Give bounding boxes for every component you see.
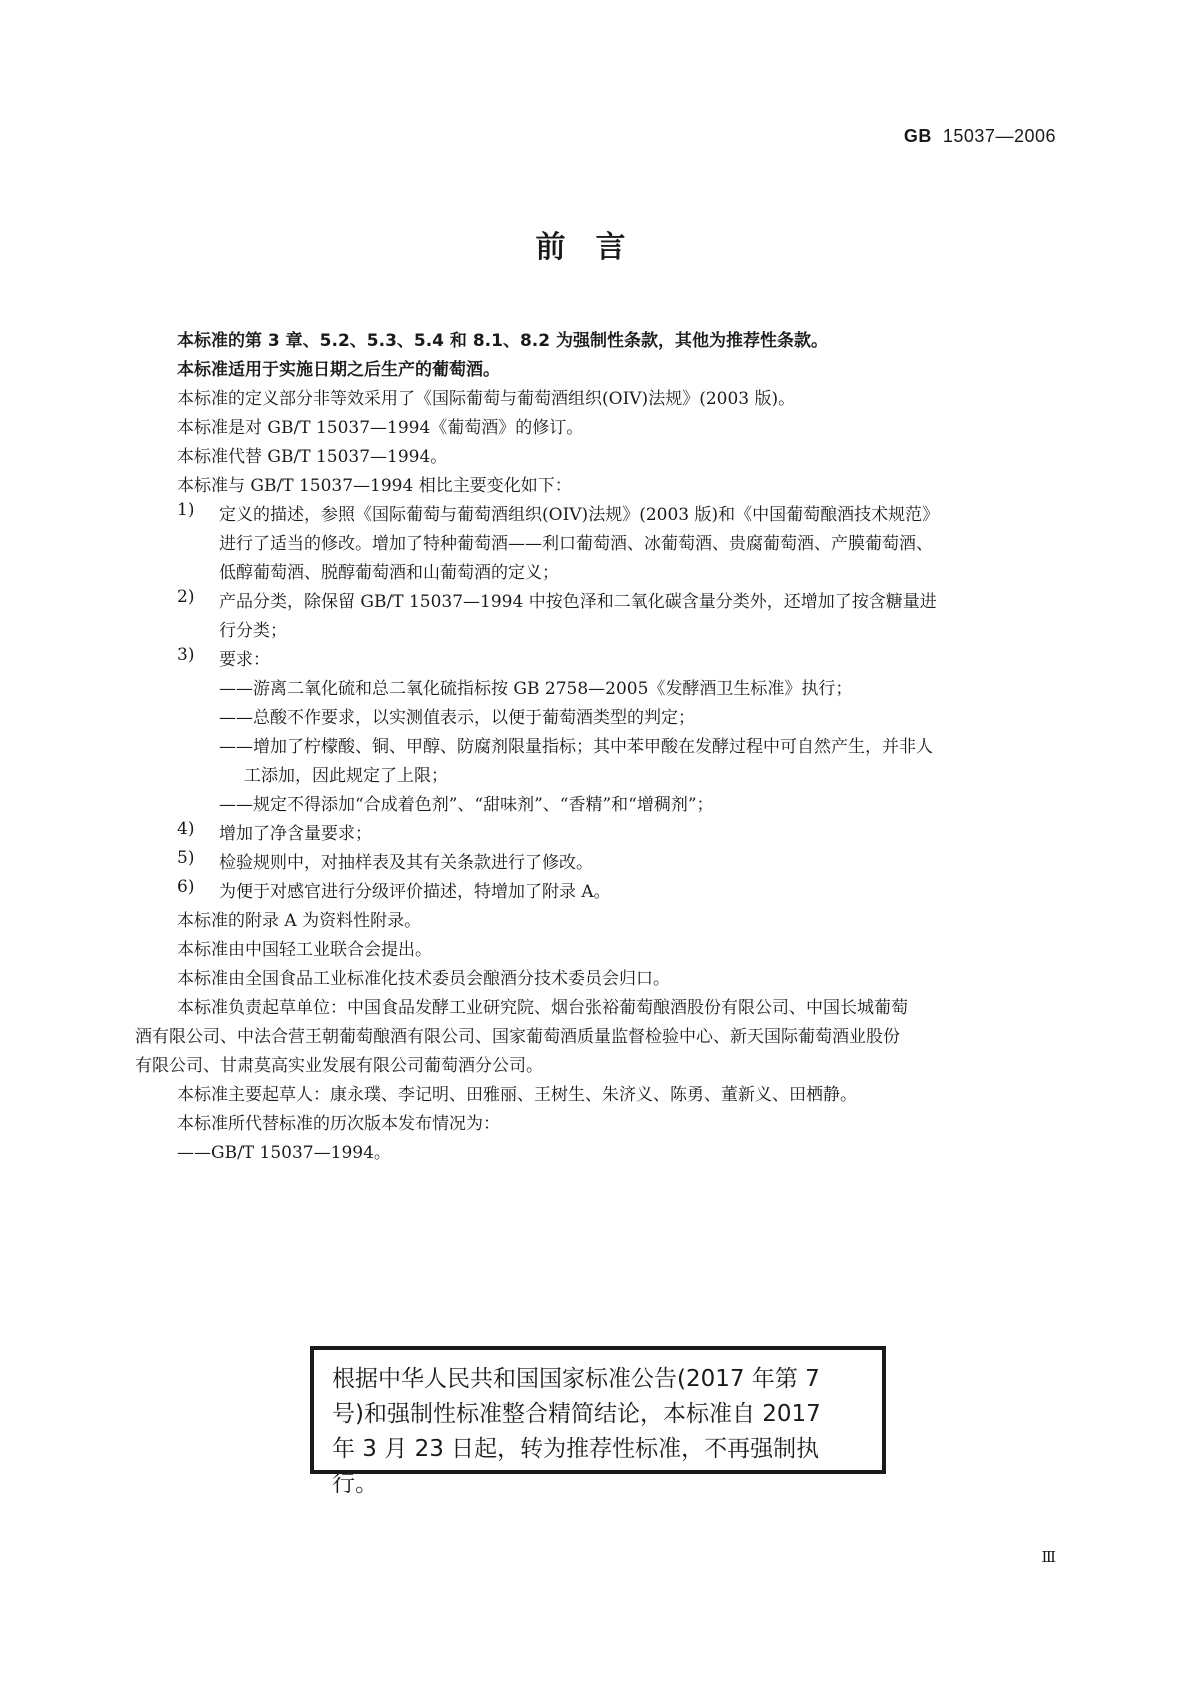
list-item-number: 5) [177,848,195,868]
paragraph-scope: 本标准适用于实施日期之后生产的葡萄酒。 [177,360,500,380]
paragraph-history-intro: 本标准所代替标准的历次版本发布情况为： [177,1114,500,1134]
paragraph-replaces: 本标准代替 GB/T 15037—1994。 [177,447,448,467]
paragraph-changes-intro: 本标准与 GB/T 15037—1994 相比主要变化如下： [177,476,572,496]
list-item-number: 2) [177,587,195,607]
list-item-text: 进行了适当的修改。增加了特种葡萄酒——利口葡萄酒、冰葡萄酒、贵腐葡萄酒、产膜葡萄酒、 [219,534,933,554]
notice-line: 号)和强制性标准整合精简结论，本标准自 2017 [332,1401,821,1427]
paragraph-appendix: 本标准的附录 A 为资料性附录。 [177,911,422,931]
list-item-number: 1) [177,500,195,520]
standard-code-number: 15037—2006 [942,126,1056,146]
standard-code-prefix: GB [903,126,932,146]
paragraph-drafters: 本标准主要起草人：康永璞、李记明、田雅丽、王树生、朱济义、陈勇、董新义、田栖静。 [177,1085,857,1105]
list-item-text: 行分类； [219,621,287,641]
page-title: 前言 [535,230,656,265]
paragraph-mandatory-clauses: 本标准的第 3 章、5.2、5.3、5.4 和 8.1、8.2 为强制性条款，其他为推荐性条款。 [177,331,828,351]
paragraph-drafting-units-cont: 酒有限公司、中法合营王朝葡萄酿酒有限公司、国家葡萄酒质量监督检验中心、新天国际葡萄酒业股份 [135,1027,900,1047]
notice-line: 年 3 月 23 日起，转为推荐性标准，不再强制执行。 [332,1436,820,1497]
dash-item: ——游离二氧化硫和总二氧化硫指标按 GB 2758—2005《发酵酒卫生标准》执行； [219,679,853,699]
standard-code [904,126,1056,147]
list-item-text: 要求： [219,650,270,670]
paragraph-history-item: ——GB/T 15037—1994。 [177,1143,391,1163]
dash-item: 工添加，因此规定了上限； [244,766,448,786]
list-item-text: 增加了净含量要求； [219,824,372,844]
dash-item: ——总酸不作要求，以实测值表示，以便于葡萄酒类型的判定； [219,708,695,728]
list-item-text: 低醇葡萄酒、脱醇葡萄酒和山葡萄酒的定义； [219,563,559,583]
dash-item: ——规定不得添加“合成着色剂”、“甜味剂”、“香精”和“增稠剂”； [219,795,714,815]
notice-line: 根据中华人民共和国国家标准公告(2017 年第 7 [332,1366,820,1392]
dash-item: ——增加了柠檬酸、铜、甲醇、防腐剂限量指标；其中苯甲酸在发酵过程中可自然产生，并非人 [219,737,933,757]
paragraph-drafting-units-cont: 有限公司、甘肃莫高实业发展有限公司葡萄酒分公司。 [135,1056,543,1076]
paragraph-definitions: 本标准的定义部分非等效采用了《国际葡萄与葡萄酒组织(OIV)法规》(2003 版)。 [177,389,796,409]
list-item-number: 6) [177,877,195,897]
page-number: Ⅲ [1041,1548,1056,1566]
paragraph-revision: 本标准是对 GB/T 15037—1994《葡萄酒》的修订。 [177,418,584,438]
paragraph-proposer: 本标准由中国轻工业联合会提出。 [177,940,432,960]
list-item-number: 4) [177,819,195,839]
paragraph-committee: 本标准由全国食品工业标准化技术委员会酿酒分技术委员会归口。 [177,969,670,989]
notice-box [310,1346,886,1497]
list-item-text: 检验规则中，对抽样表及其有关条款进行了修改。 [219,853,593,873]
list-item-text: 为便于对感官进行分级评价描述，特增加了附录 A。 [219,882,611,902]
list-item-text: 产品分类，除保留 GB/T 15037—1994 中按色泽和二氧化碳含量分类外，还增加了按含糖量进 [219,592,937,612]
list-item-number: 3) [177,645,195,665]
list-item-text: 定义的描述，参照《国际葡萄与葡萄酒组织(OIV)法规》(2003 版)和《中国葡萄酿酒技术规范》 [219,505,940,525]
paragraph-drafting-units: 本标准负责起草单位：中国食品发酵工业研究院、烟台张裕葡萄酿酒股份有限公司、中国长城葡萄 [177,998,908,1018]
